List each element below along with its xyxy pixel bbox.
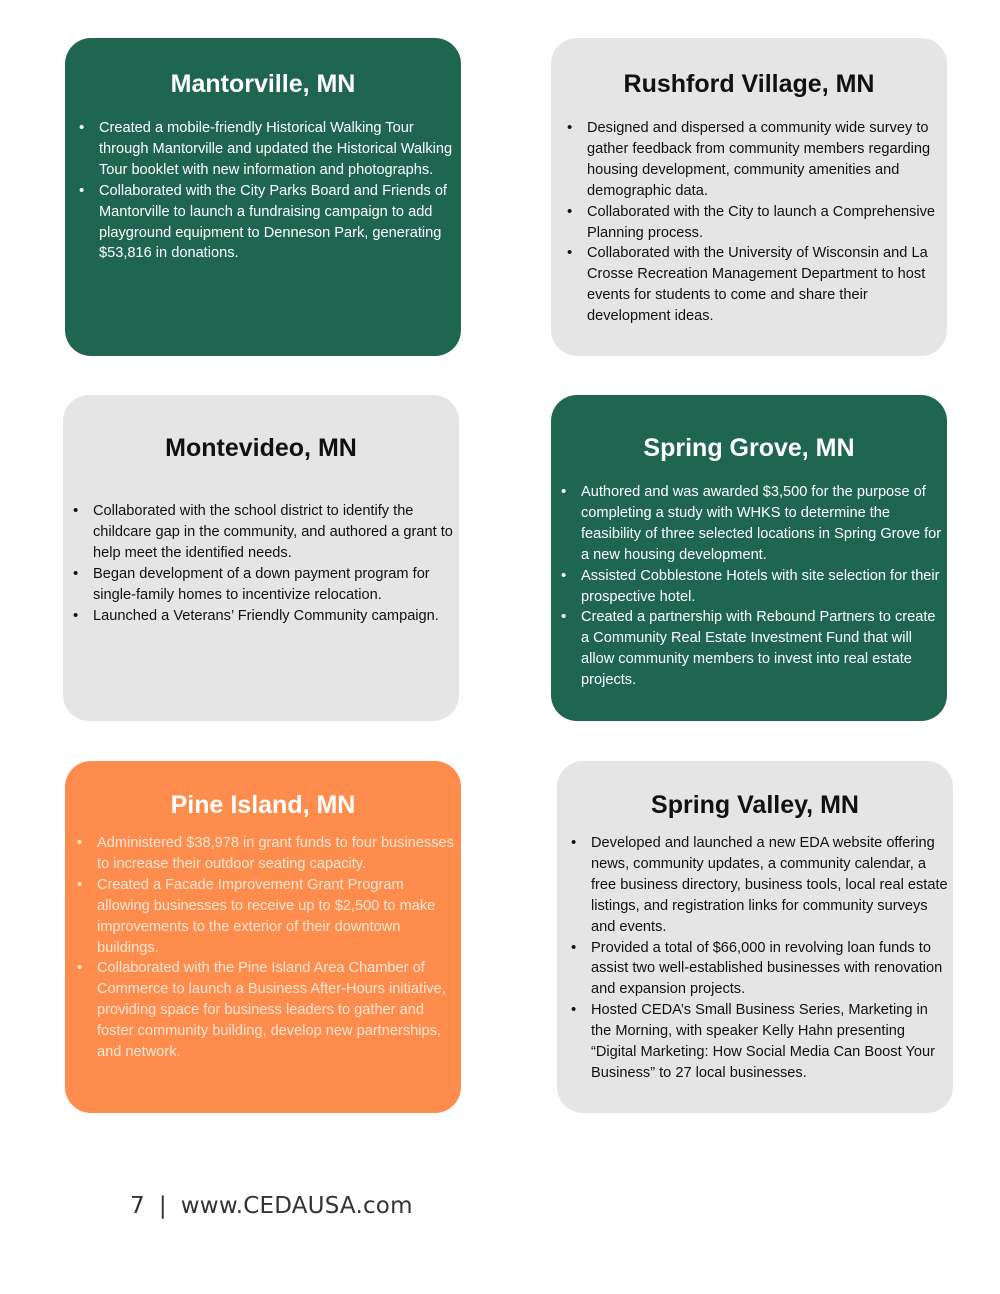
list-item: • Created a Facade Improvement Grant Program allowing businesses to receive up to $2,500 to make improvements to the exterior of their downtown buildings.	[75, 875, 457, 959]
card-title: Pine Island, MN	[170, 791, 356, 819]
bullet-list	[75, 833, 457, 1063]
card-title: Rushford Village, MN	[623, 70, 875, 98]
list-item: • Created a partnership with Rebound Partners to create a Community Real Estate Investment Fund that will allow community members to invest into real estate projects.	[559, 607, 945, 691]
list-item: • Collaborated with the University of Wisconsin and La Crosse Recreation Management Department to host events for students to come and share their development ideas.	[565, 243, 945, 327]
bullet-list	[569, 833, 951, 1084]
list-item: • Designed and dispersed a community wide survey to gather feedback from community members regarding housing development, community amenities and demographic data.	[565, 118, 945, 202]
card-rushford-village	[551, 38, 947, 356]
card-pine-island	[65, 761, 461, 1113]
list-item: • Assisted Cobblestone Hotels with site selection for their prospective hotel.	[559, 566, 945, 608]
list-item: • Administered $38,978 in grant funds to four businesses to increase their outdoor seating capacity.	[75, 833, 457, 875]
list-item: • Collaborated with the Pine Island Area Chamber of Commerce to launch a Business After-Hours initiative, providing space for business leaders to gather and foster community building, develop new partnerships, and network.	[75, 958, 457, 1063]
page-number: 7	[130, 1193, 145, 1219]
list-item: • Provided a total of $66,000 in revolving loan funds to assist two well-established businesses with renovation and expansion projects.	[569, 938, 951, 1001]
bullet-list	[559, 482, 945, 691]
list-item: • Developed and launched a new EDA website offering news, community updates, a community calendar, a free business directory, business tools, local real estate listings, and registration links for community surveys and events.	[569, 833, 951, 938]
list-item: • Began development of a down payment program for single-family homes to incentivize relocation.	[71, 564, 453, 606]
footer-separator: |	[158, 1193, 167, 1219]
bullet-list	[565, 118, 945, 327]
card-spring-grove	[551, 395, 947, 721]
list-item: • Collaborated with the school district to identify the childcare gap in the community, and authored a grant to help meet the identified needs.	[71, 501, 453, 564]
bullet-list	[77, 118, 453, 264]
website-link[interactable]: www.CEDAUSA.com	[180, 1193, 413, 1219]
list-item: • Hosted CEDA’s Small Business Series, Marketing in the Morning, with speaker Kelly Hahn presenting “Digital Marketing: How Social Media Can Boost Your Business” to 27 local businesses.	[569, 1000, 951, 1084]
card-mantorville	[65, 38, 461, 356]
card-montevideo	[63, 395, 459, 721]
list-item: • Collaborated with the City Parks Board and Friends of Mantorville to launch a fundraising campaign to add playground equipment to Denneson Park, generating $53,816 in donations.	[77, 181, 453, 265]
bullet-list	[71, 501, 453, 626]
page-footer	[130, 1193, 413, 1219]
card-title: Spring Grove, MN	[643, 434, 855, 462]
card-title: Spring Valley, MN	[651, 791, 859, 819]
list-item: • Launched a Veterans’ Friendly Community campaign.	[71, 606, 453, 627]
card-title: Mantorville, MN	[170, 70, 356, 98]
list-item: • Collaborated with the City to launch a Comprehensive Planning process.	[565, 202, 945, 244]
list-item: • Created a mobile-friendly Historical Walking Tour through Mantorville and updated the Historical Walking Tour booklet with new information and photographs.	[77, 118, 453, 181]
card-spring-valley	[557, 761, 953, 1113]
list-item: • Authored and was awarded $3,500 for the purpose of completing a study with WHKS to determine the feasibility of three selected locations in Spring Grove for a new housing development.	[559, 482, 945, 566]
card-title: Montevideo, MN	[165, 434, 357, 462]
